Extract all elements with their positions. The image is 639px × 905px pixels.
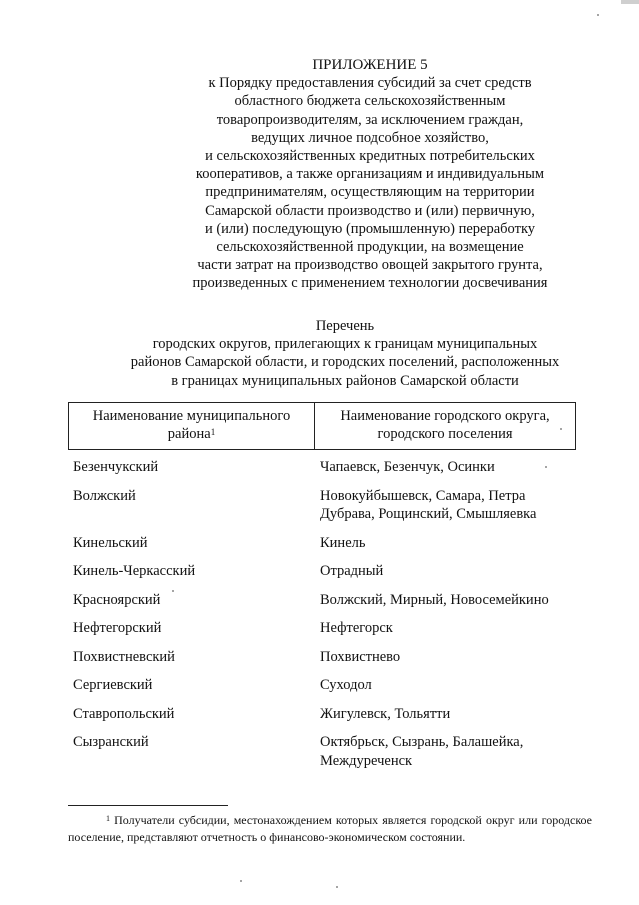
header-cities-line2: городского поселения <box>377 425 513 442</box>
appendix-line: товаропроизводителям, за исключением граждан, <box>216 111 524 128</box>
cities-line: Нефтегорск <box>320 620 393 636</box>
header-district <box>69 403 315 449</box>
cities-cell <box>320 458 576 477</box>
table-row <box>68 733 576 770</box>
appendix-line: произведенных с применением технологии досвечивания <box>192 275 548 292</box>
cities-cell <box>320 733 576 770</box>
table-row <box>68 487 576 524</box>
cities-cell <box>320 562 576 581</box>
scan-speck <box>240 880 242 882</box>
table-row <box>68 648 576 667</box>
cities-line: Кинель <box>320 534 366 551</box>
footnote-marker: 1 <box>106 814 110 823</box>
table-row <box>68 534 576 553</box>
appendix-line: ведущих личное подсобное хозяйство, <box>251 129 489 146</box>
district-cell: Кинельский <box>73 534 148 551</box>
cities-cell <box>320 619 576 638</box>
district-cell: Красноярский <box>73 591 161 608</box>
cities-line: Междуреченск <box>320 752 413 769</box>
appendix-line: областного бюджета сельскохозяйственным <box>234 93 506 110</box>
table-row <box>68 562 576 581</box>
table-row <box>68 591 576 610</box>
footnote-text: Получатели субсидии, местонахождением которых является городской округ или городское поселение, представляют отчетность о финансово-экономическом состоянии. <box>68 813 593 844</box>
header-district-line2: района <box>167 425 211 442</box>
footnote <box>68 812 592 846</box>
scan-speck <box>560 428 562 430</box>
appendix-line: части затрат на производство овощей закрытого грунта, <box>197 257 543 274</box>
table-row <box>68 458 576 477</box>
appendix-line: и сельскохозяйственных кредитных потребительских <box>205 148 535 165</box>
appendix-header <box>150 56 590 293</box>
table-body <box>68 458 576 770</box>
list-title: Перечень <box>315 318 375 334</box>
district-cell: Безенчукский <box>73 459 159 475</box>
header-cities-line1: Наименование городского округа, <box>340 408 550 424</box>
cities-cell <box>320 676 576 695</box>
cities-line: Жигулевск, Тольятти <box>320 705 451 722</box>
cities-line: Дубрава, Рощинский, Смышляевка <box>320 506 537 522</box>
appendix-title: ПРИЛОЖЕНИЕ 5 <box>312 57 428 73</box>
appendix-line: кооперативов, а также организациям и индивидуальным <box>195 166 545 183</box>
cities-line: Чапаевск, Безенчук, Осинки <box>320 459 495 475</box>
table-row <box>68 676 576 695</box>
scan-corner-mark <box>621 0 639 4</box>
cities-line: Суходол <box>320 677 372 693</box>
table-header <box>68 402 576 450</box>
appendix-line: к Порядку предоставления субсидий за счет средств <box>208 75 532 92</box>
appendix-line: сельскохозяйственной продукции, на возмещение <box>216 239 524 256</box>
district-cell: Похвистневский <box>73 648 175 665</box>
scan-speck <box>172 590 174 592</box>
list-heading <box>60 317 630 390</box>
cities-cell <box>320 648 576 667</box>
footnote-ref: 1 <box>210 426 216 437</box>
district-cell: Сызранский <box>73 734 149 750</box>
appendix-line: и (или) последующую (промышленную) переработку <box>204 220 536 237</box>
footnote-divider <box>68 805 228 806</box>
district-cell: Сергиевский <box>73 677 153 693</box>
district-cell: Нефтегорский <box>73 620 162 636</box>
header-district-line1: Наименование муниципального <box>92 408 291 424</box>
district-cell: Кинель-Черкасский <box>73 563 196 579</box>
cities-line: Октябрьск, Сызрань, Балашейка, <box>320 734 524 750</box>
table-row <box>68 619 576 638</box>
cities-line: Волжский, Мирный, Новосемейкино <box>320 591 549 608</box>
list-subtitle-line: городских округов, прилегающих к границам муниципальных <box>152 336 538 353</box>
cities-cell <box>320 534 576 553</box>
list-subtitle-line: районов Самарской области, и городских поселений, расположенных <box>130 354 560 371</box>
list-subtitle-line: в границах муниципальных районов Самарской области <box>171 372 519 389</box>
cities-line: Похвистнево <box>320 648 401 665</box>
cities-cell <box>320 487 576 524</box>
header-cities <box>315 403 575 449</box>
appendix-line: Самарской области производство и (или) первичную, <box>205 202 535 219</box>
districts-table <box>68 402 576 780</box>
scan-speck <box>597 14 599 16</box>
scan-speck <box>545 466 547 468</box>
district-cell: Волжский <box>73 487 136 504</box>
scan-speck <box>336 886 338 888</box>
table-row <box>68 705 576 724</box>
district-cell: Ставропольский <box>73 705 175 722</box>
cities-cell <box>320 591 576 610</box>
appendix-line: предпринимателям, осуществляющим на территории <box>205 184 535 201</box>
cities-cell <box>320 705 576 724</box>
cities-line: Новокуйбышевск, Самара, Петра <box>320 487 526 504</box>
cities-line: Отрадный <box>320 563 384 579</box>
